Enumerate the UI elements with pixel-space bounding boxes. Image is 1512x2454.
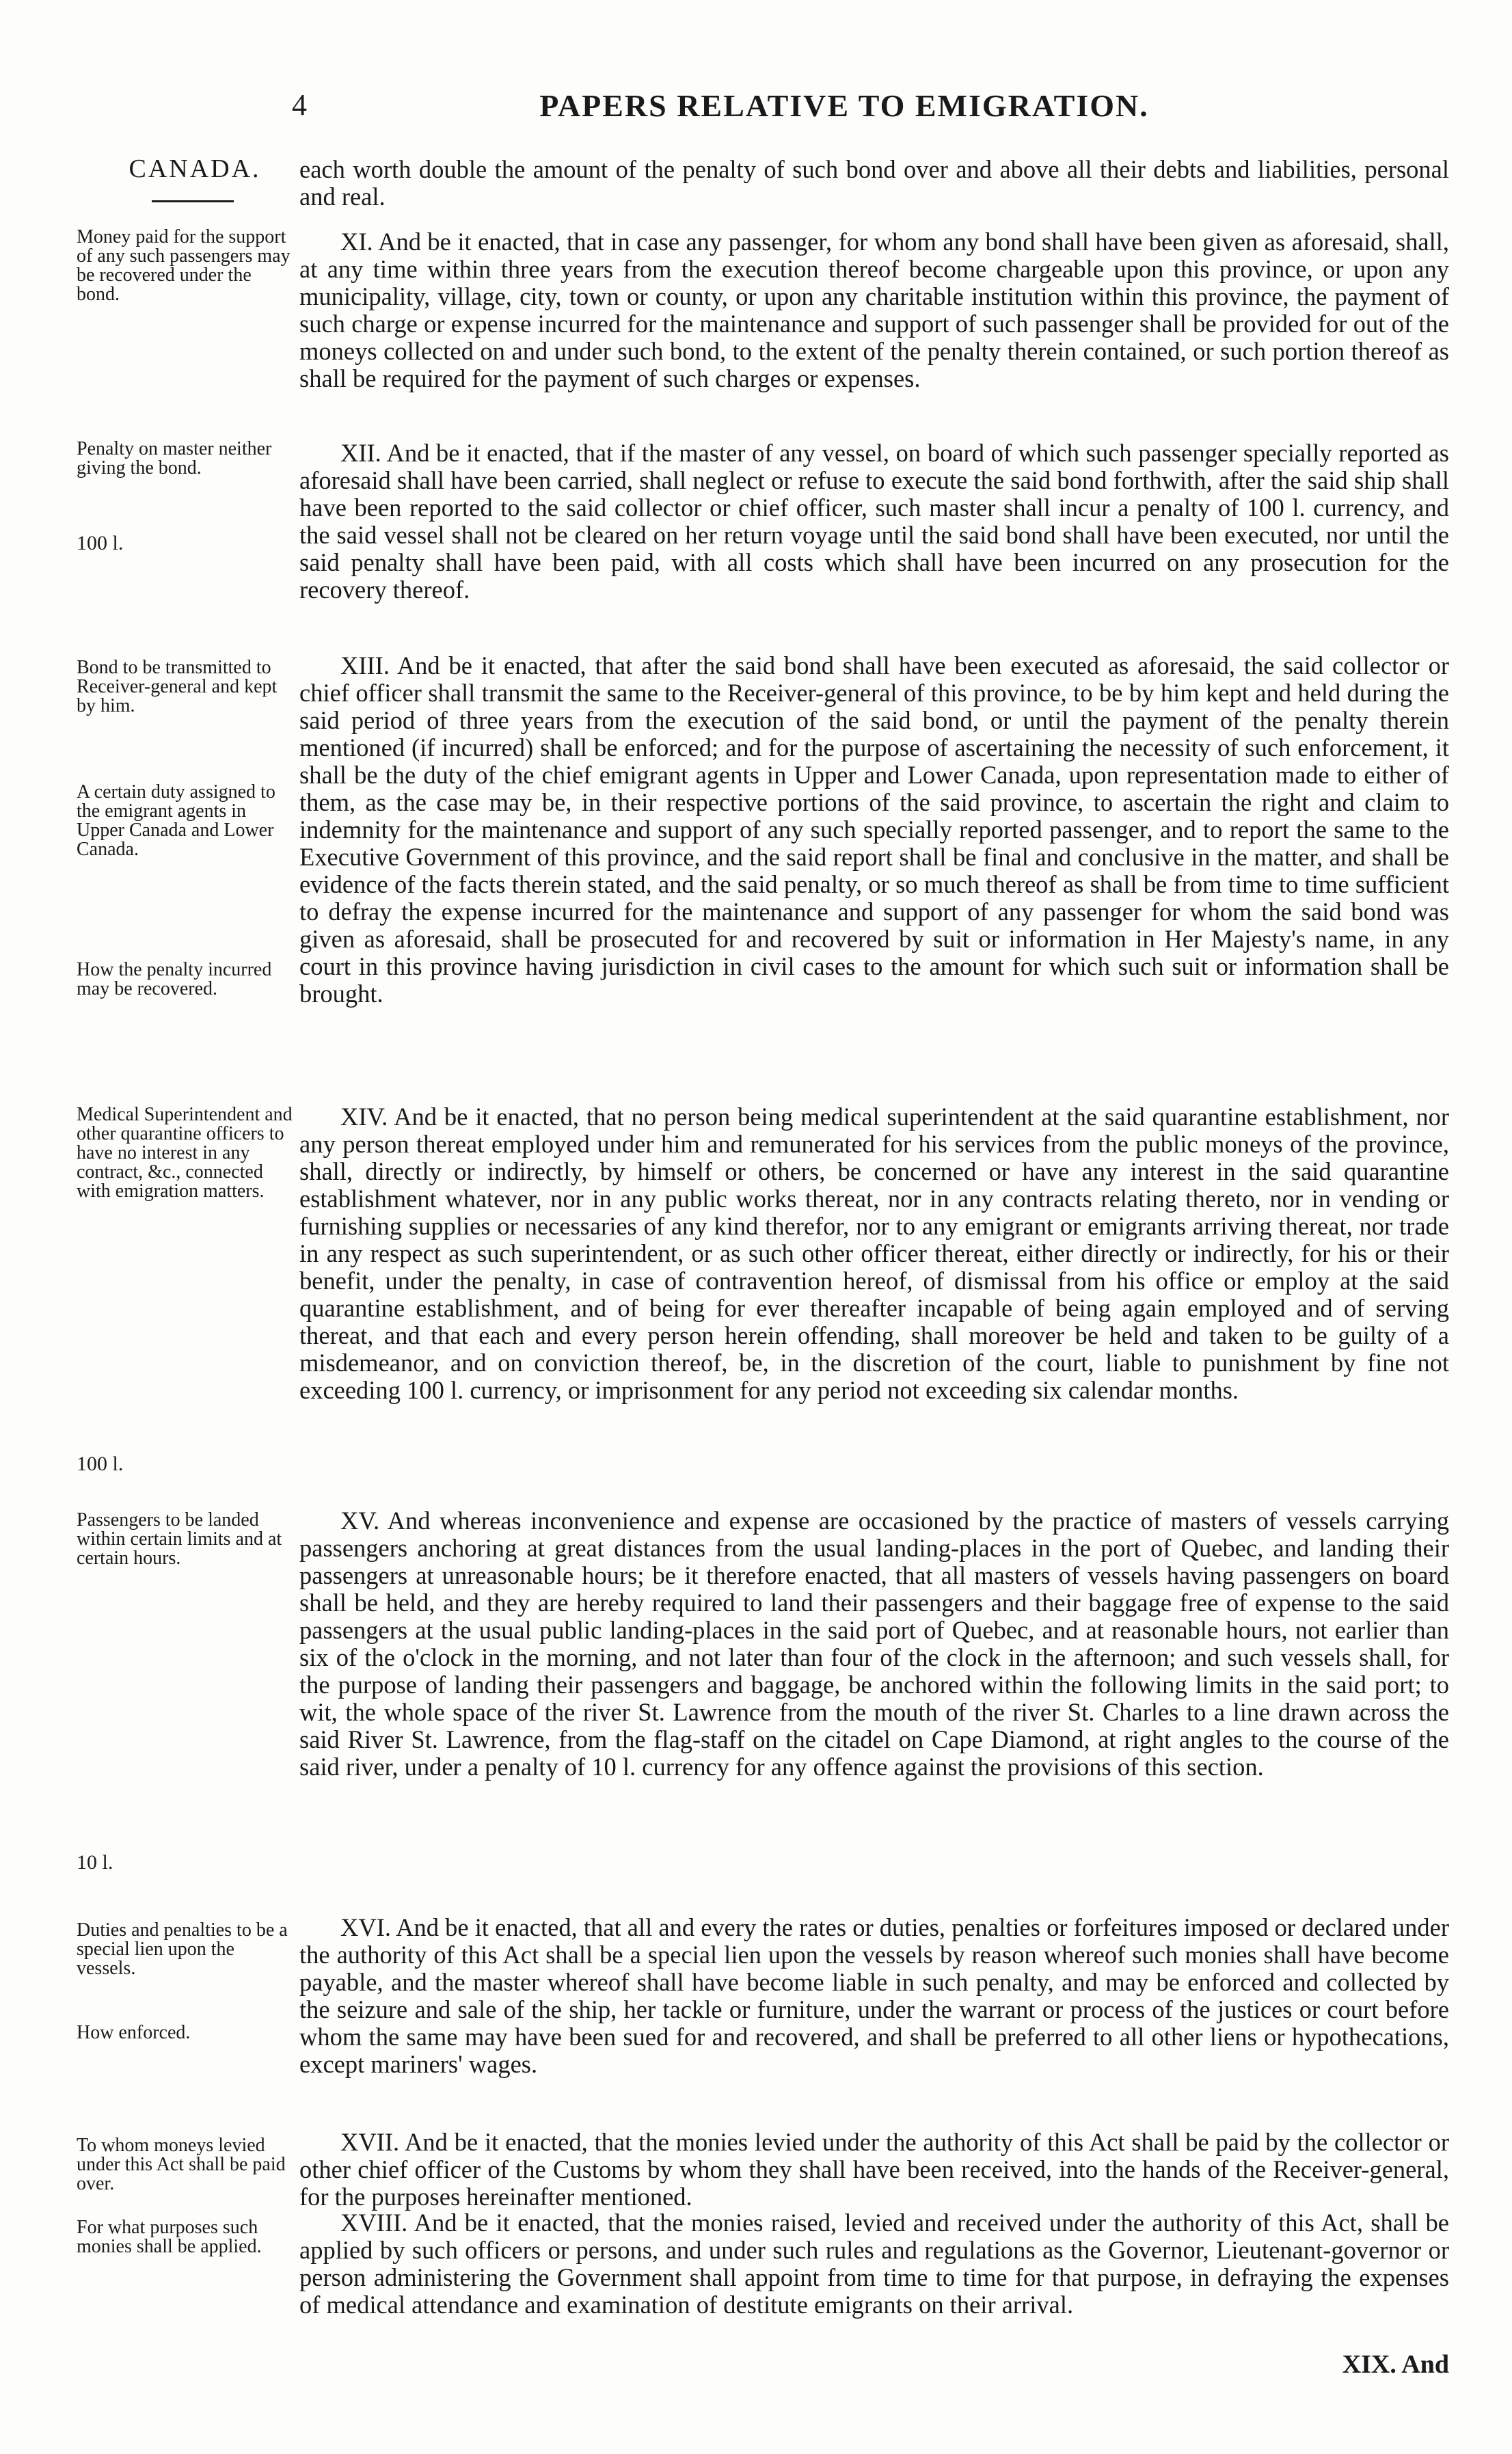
section-xii: XII. And be it enacted, that if the master of any vessel, on board of which such passenger specially reported as aforesaid shall have been carried, shall neglect or refuse to execute the said bond forthwith, after the said ship shall have been reported to the said collector or chief officer, such master shall incur a penalty of 100 l. currency, and the said vessel shall not be cleared on her return voyage until the said bond shall have been executed, nor until the said penalty shall have been paid, with all costs which shall have been incurred on any prosecution for the recovery thereof. xyxy=(299,439,1449,604)
sidebar-heading-rule xyxy=(152,200,234,202)
sidebar-heading: CANADA. xyxy=(129,154,261,183)
section-xiv: XIV. And be it enacted, that no person being medical superintendent at the said quarantine establishment, nor any person thereat employed under him and remunerated for his services from the public moneys of the province, shall, directly or indirectly, by himself or others, be concerned or have any interest in the said quarantine establishment whatever, nor in any public works thereat, nor in any contracts relating thereto, nor in vending or furnishing supplies or necessaries of any kind therefor, nor to any emigrant or emigrants arriving thereat, nor trade in any respect as such superintendent, or as such other officer thereat, either directly or indirectly, for his or their benefit, under the penalty, in case of contravention hereof, of dismissal from his office or employ at the said quarantine establishment, and of being for ever thereafter incapable of being again employed and of serving thereat, and that each and every person herein offending, shall moreover be held and taken to be guilty of a misdemeanor, and on conviction thereof, be, in the discretion of the court, liable to punishment by fine not exceeding 100 l. currency, or imprisonment for any period not exceeding six calendar months. xyxy=(299,1103,1449,1404)
margin-note-money-paid: Money paid for the support of any such passengers may be recovered under the bond. xyxy=(77,226,291,305)
margin-note-penalty-recovered: How the penalty incurred may be recovered. xyxy=(77,959,272,999)
margin-amount-10l: 10 l. xyxy=(77,1851,113,1874)
margin-amount-100l: 100 l. xyxy=(77,532,124,554)
section-xi: XI. And be it enacted, that in case any passenger, for whom any bond shall have been given as aforesaid, shall, at any time within three years from the execution thereof become chargeable upon this province, or upon any municipality, village, city, town or county, or upon any charitable institution within this province, the payment of such charge or expense incurred for the maintenance and support of such passenger shall be provided for out of the moneys collected on and under such bond, to the extent of the penalty therein contained, or such portion thereof as shall be required for the payment of such charges or expenses. xyxy=(299,228,1449,392)
margin-note-to-whom-moneys: To whom moneys levied under this Act shall be paid over. xyxy=(77,2135,286,2194)
margin-note-penalty-master: Penalty on master neither giving the bond. xyxy=(77,438,272,478)
margin-note-bond-transmitted: Bond to be transmitted to Receiver-general and kept by him. xyxy=(77,657,278,716)
margin-note-medical-superintendent: Medical Superintendent and other quarantine officers to have no interest in any contract, &c., connected with emigration matters. xyxy=(77,1104,293,1202)
margin-amount-100l: 100 l. xyxy=(77,1453,124,1475)
margin-note-duties-penalties: Duties and penalties to be a special lien upon the vessels. xyxy=(77,1919,288,1979)
running-title: PAPERS RELATIVE TO EMIGRATION. xyxy=(539,88,1149,123)
margin-note-for-what-purposes: For what purposes such monies shall be applied. xyxy=(77,2217,262,2257)
margin-note-certain-duty: A certain duty assigned to the emigrant agents in Upper Canada and Lower Canada. xyxy=(77,781,275,860)
section-xvii: XVII. And be it enacted, that the monies levied under the authority of this Act shall be paid by the collector or other chief officer of the Customs by whom they shall have been received, into the hands of the Receiver-general, for the purposes hereinafter mentioned. xyxy=(299,2128,1449,2211)
page-number: 4 xyxy=(292,88,307,122)
margin-note-passengers-landed: Passengers to be landed within certain limits and at certain hours. xyxy=(77,1509,282,1569)
section-xv: XV. And whereas inconvenience and expense are occasioned by the practice of masters of vessels carrying passengers anchoring at great distances from the usual landing-places in the port of Quebec, and landing their passengers at unreasonable hours; be it therefore enacted, that all masters of vessels having passengers on board shall be held, and they are hereby required to land their passengers and their baggage free of expense to the said passengers at the usual public landing-places in the said port of Quebec, and at reasonable hours, not earlier than six of the o'clock in the morning, and not later than four of the clock in the afternoon; and such vessels shall, for the purpose of landing their passengers and baggage, be anchored within the following limits in the said port; to wit, the whole space of the river St. Lawrence from the mouth of the river St. Charles to a line drawn across the said River St. Lawrence, from the flag-staff on the citadel on Cape Diamond, at right angles to the course of the said river, under a penalty of 10 l. currency for any offence against the provisions of this section. xyxy=(299,1507,1449,1781)
catchword: XIX. And xyxy=(1342,2350,1449,2379)
section-xiii: XIII. And be it enacted, that after the said bond shall have been executed as aforesaid, the said collector or chief officer shall transmit the same to the Receiver-general of this province, to be by him kept and held during the said period of three years from the execution of the said bond, or until the payment of the penalty therein mentioned (if incurred) shall be enforced; and for the purpose of ascertaining the necessity of such enforcement, it shall be the duty of the chief emigrant agents in Upper and Lower Canada, upon representation made to either of them, as the case may be, in their respective portions of the said province, to ascertain the right and claim to indemnity for the maintenance and support of any such specially reported passenger, and to report the same to the Executive Government of this province, and the said report shall be final and conclusive in the matter, and shall be evidence of the facts therein stated, and the said penalty, or so much thereof as shall be from time to time sufficient to defray the expense incurred for the maintenance and support of any passenger for whom the said bond was given as aforesaid, shall be prosecuted for and recovered by suit or information in Her Majesty's name, in any court in this province having jurisdiction in civil cases to the amount for which such suit or information shall be brought. xyxy=(299,651,1449,1008)
section-xviii: XVIII. And be it enacted, that the monies raised, levied and received under the authority of this Act, shall be applied by such officers or persons, and under such rules and regulations as the Governor, Lieutenant-governor or person administering the Government shall appoint from time to time for that purpose, in defraying the expenses of medical attendance and examination of destitute emigrants on their arrival. xyxy=(299,2209,1449,2319)
paragraph-continuation: each worth double the amount of the penalty of such bond over and above all their debts and liabilities, personal and real. xyxy=(299,155,1449,211)
section-xvi: XVI. And be it enacted, that all and every the rates or duties, penalties or forfeitures imposed or declared under the authority of this Act shall be a special lien upon the vessels by reason whereof such monies shall have become payable, and the master whereof shall have become liable in such penalty, and may be enforced and collected by the seizure and sale of the ship, her tackle or furniture, under the warrant or process of the justices or court before whom the same may have been sued for and recovered, and shall be preferred to all other liens or hypothecations, except mariners' wages. xyxy=(299,1913,1449,2078)
margin-note-how-enforced: How enforced. xyxy=(77,2022,191,2043)
